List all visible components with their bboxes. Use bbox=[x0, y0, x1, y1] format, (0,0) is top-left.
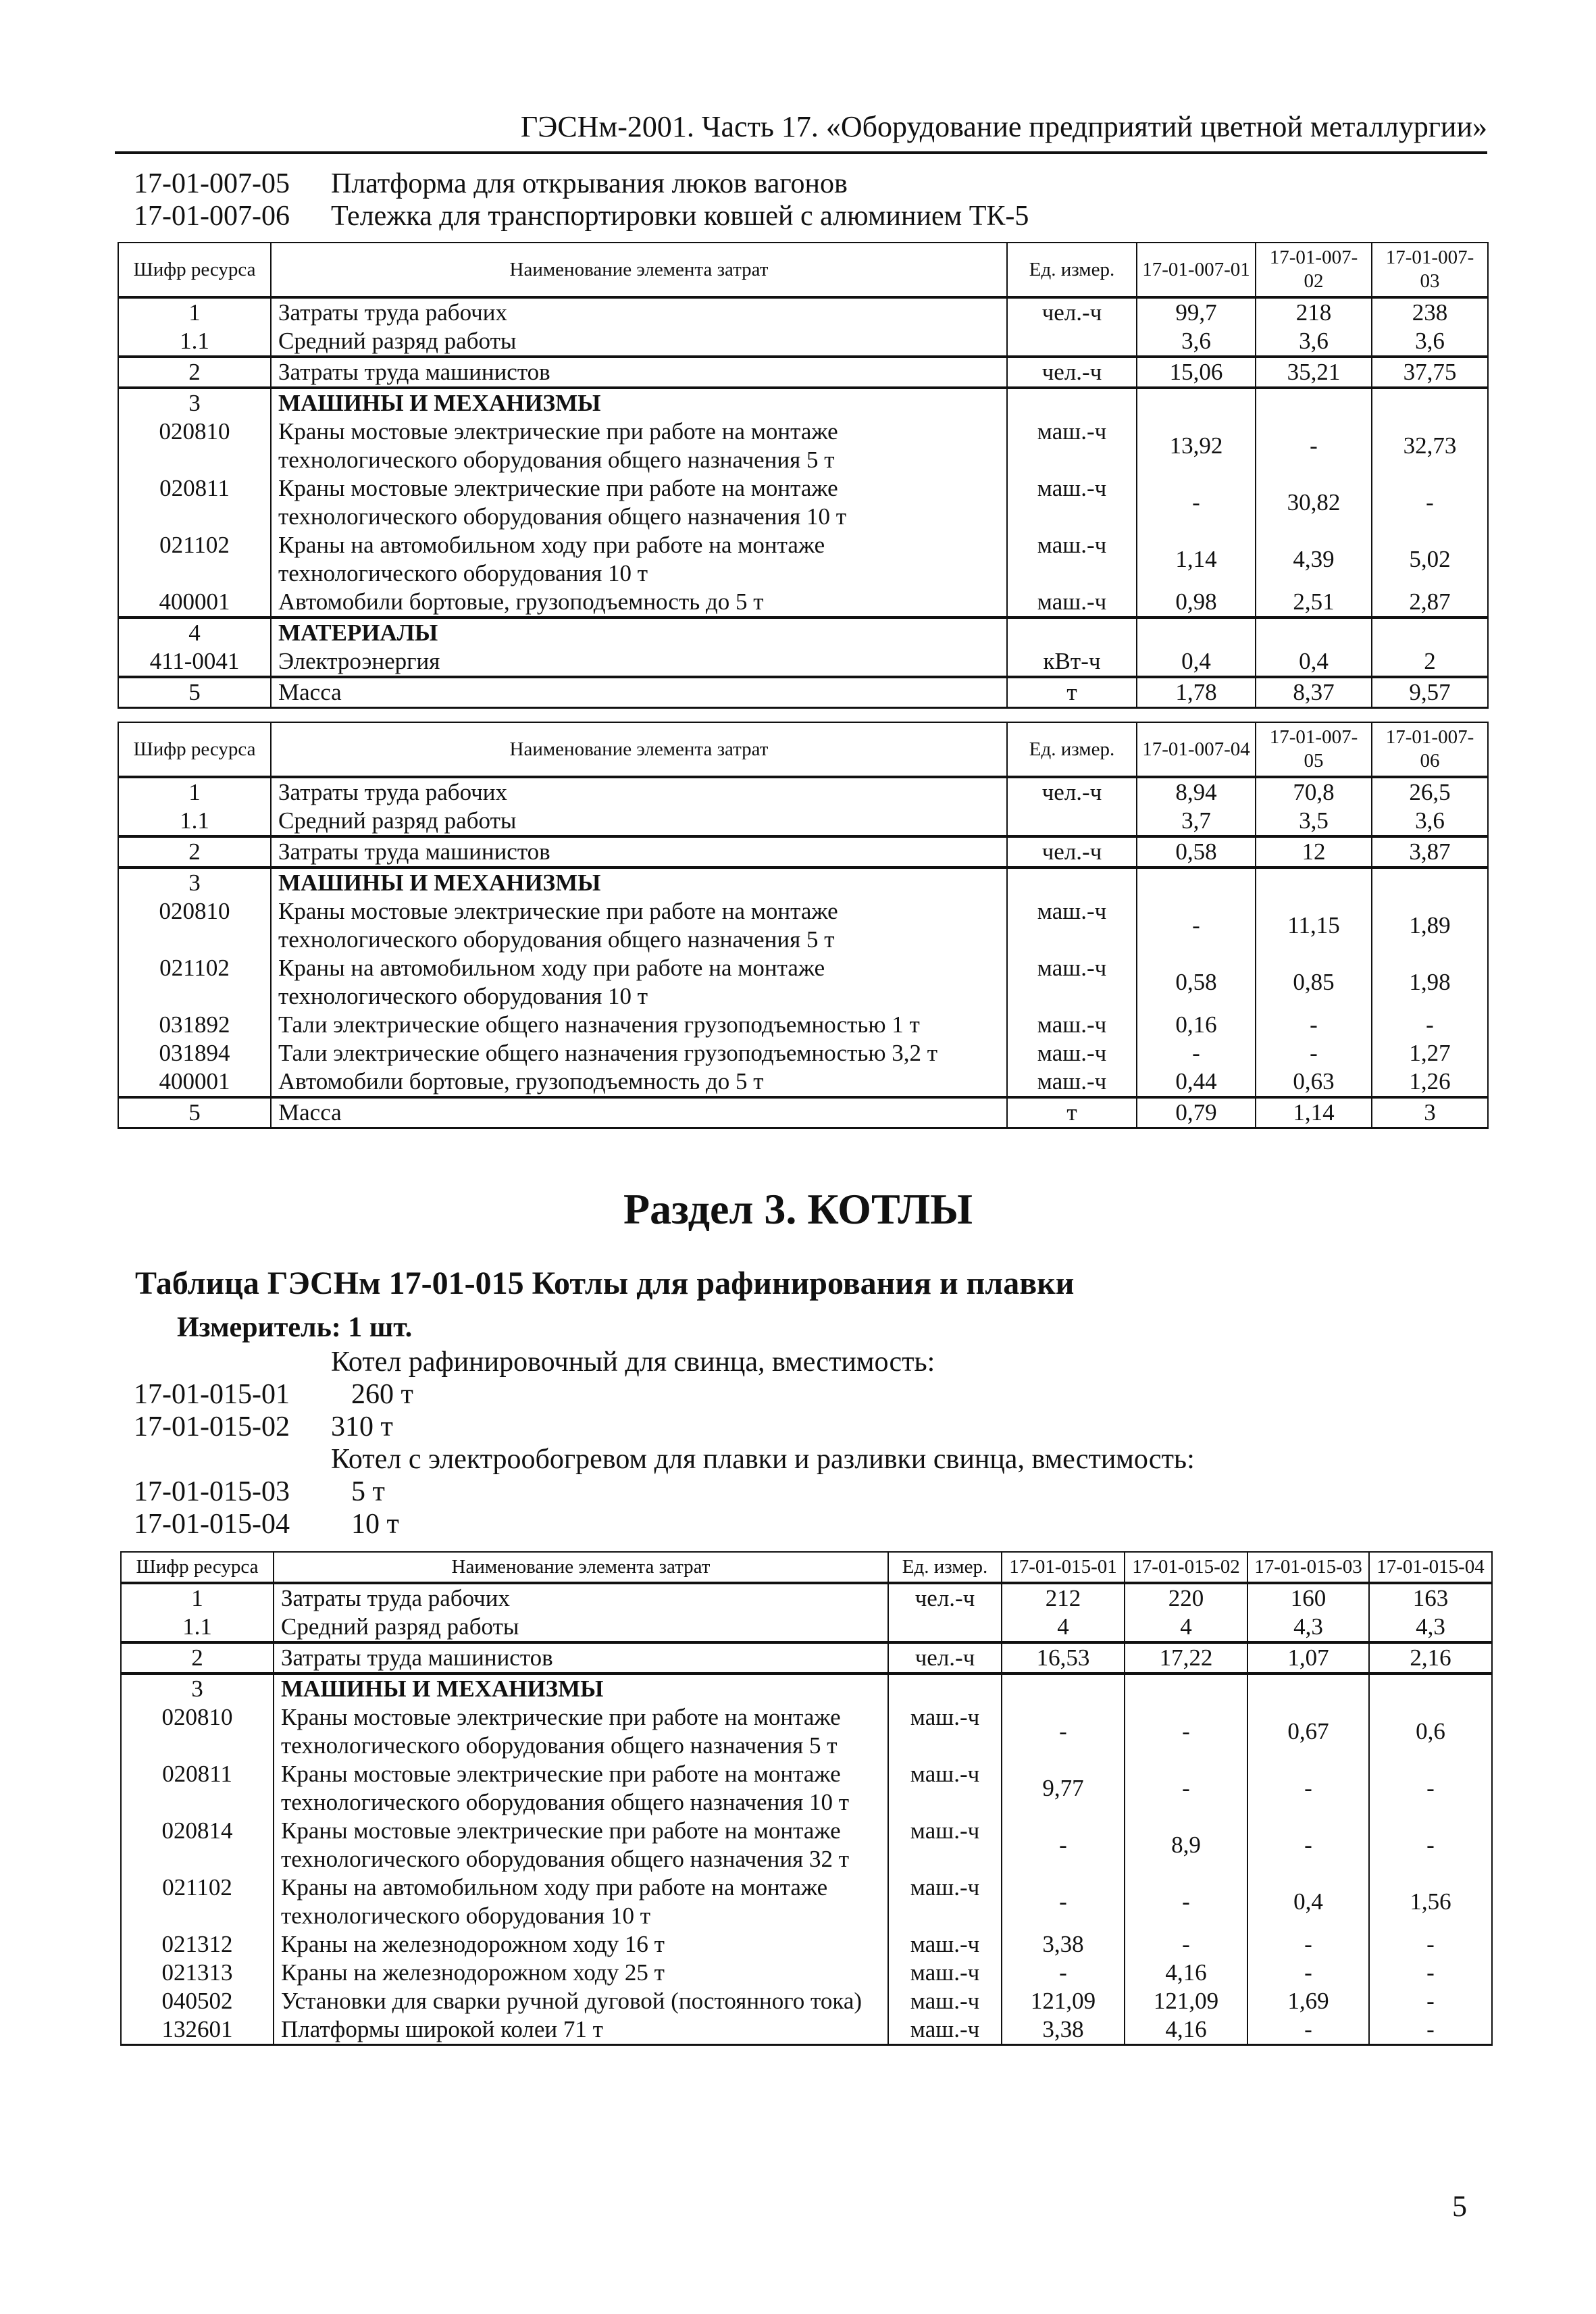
norm-value bbox=[1372, 867, 1488, 897]
norm-value bbox=[1369, 1674, 1492, 1703]
norm-value: - bbox=[1372, 1011, 1488, 1039]
table-row bbox=[121, 1959, 1492, 1987]
resource-name: МАШИНЫ И МЕХАНИЗМЫ bbox=[271, 388, 1007, 418]
table-row bbox=[121, 1642, 1492, 1674]
table-row bbox=[121, 1760, 1492, 1817]
norm-value bbox=[1256, 388, 1372, 418]
resource-code: 021102 bbox=[118, 531, 271, 588]
norm-value: 0,58 bbox=[1137, 954, 1256, 1011]
resource-code: 031894 bbox=[118, 1039, 271, 1067]
norm-value bbox=[1256, 867, 1372, 897]
unit bbox=[1007, 867, 1137, 897]
resource-code: 1.1 bbox=[118, 807, 271, 836]
header-norm-code: 17-01-015-02 bbox=[1125, 1552, 1247, 1583]
header-unit: Ед. измер. bbox=[1007, 722, 1137, 777]
resource-code: 3 bbox=[121, 1674, 274, 1703]
norm-value bbox=[1137, 618, 1256, 647]
table-row bbox=[118, 1097, 1488, 1128]
norm-value: 3,6 bbox=[1137, 327, 1256, 357]
norm-value bbox=[1002, 1674, 1125, 1703]
resource-code: 020810 bbox=[118, 418, 271, 474]
resource-name: Краны на автомобильном ходу при работе на монтаже технологического оборудования 10 т bbox=[274, 1873, 888, 1930]
table-row bbox=[121, 1583, 1492, 1613]
unit bbox=[1007, 388, 1137, 418]
norm-value: - bbox=[1247, 1760, 1369, 1817]
norm-value: 5,02 bbox=[1372, 531, 1488, 588]
unit: маш.-ч bbox=[888, 1959, 1002, 1987]
norm-value: 4,39 bbox=[1256, 531, 1372, 588]
unit: маш.-ч bbox=[888, 1817, 1002, 1873]
description: Котел рафинировочный для свинца, вместимость: bbox=[331, 1347, 935, 1378]
table-row bbox=[118, 588, 1488, 618]
norm-value: - bbox=[1002, 1703, 1125, 1760]
table-row bbox=[118, 677, 1488, 708]
header-unit: Ед. измер. bbox=[1007, 243, 1137, 297]
code: 17-01-007-05 bbox=[134, 168, 290, 199]
resource-name: Краны на автомобильном ходу при работе на монтаже технологического оборудования 10 т bbox=[271, 954, 1007, 1011]
norm-value: 0,85 bbox=[1256, 954, 1372, 1011]
header-norm-code: 17-01-015-01 bbox=[1002, 1552, 1125, 1583]
norm-value: 0,44 bbox=[1137, 1067, 1256, 1097]
header-norm-code: 17-01-015-03 bbox=[1247, 1552, 1369, 1583]
table-row bbox=[118, 777, 1488, 807]
norm-value: 218 bbox=[1256, 297, 1372, 327]
table-header-row bbox=[118, 722, 1488, 777]
resource-table-2 bbox=[118, 722, 1489, 1129]
norm-value bbox=[1137, 388, 1256, 418]
header-code: Шифр ресурса bbox=[121, 1552, 274, 1583]
table-row bbox=[118, 1067, 1488, 1097]
table-header-row bbox=[121, 1552, 1492, 1583]
resource-code: 3 bbox=[118, 867, 271, 897]
resource-name: Тали электрические общего назначения грузоподъемностью 1 т bbox=[271, 1011, 1007, 1039]
norm-value bbox=[1372, 388, 1488, 418]
unit: т bbox=[1007, 677, 1137, 708]
resource-name: Электроэнергия bbox=[271, 647, 1007, 677]
norm-value: 121,09 bbox=[1125, 1987, 1247, 2015]
norm-value: 2,51 bbox=[1256, 588, 1372, 618]
norm-value: 238 bbox=[1372, 297, 1488, 327]
norm-value: 0,16 bbox=[1137, 1011, 1256, 1039]
norm-value: - bbox=[1369, 1959, 1492, 1987]
norm-value: - bbox=[1247, 1817, 1369, 1873]
resource-code: 400001 bbox=[118, 1067, 271, 1097]
table-row bbox=[121, 1674, 1492, 1703]
resource-code: 1 bbox=[118, 297, 271, 327]
resource-name: Платформы широкой колеи 71 т bbox=[274, 2015, 888, 2045]
resource-code: 020811 bbox=[121, 1760, 274, 1817]
norm-value: 9,77 bbox=[1002, 1760, 1125, 1817]
norm-value: - bbox=[1137, 1039, 1256, 1067]
norm-value: 16,53 bbox=[1002, 1642, 1125, 1674]
norm-value: - bbox=[1256, 1039, 1372, 1067]
norm-value: 4,16 bbox=[1125, 1959, 1247, 1987]
resource-code: 3 bbox=[118, 388, 271, 418]
code: 17-01-015-04 bbox=[134, 1509, 290, 1540]
norm-value: 3,5 bbox=[1256, 807, 1372, 836]
resource-code: 021312 bbox=[121, 1930, 274, 1959]
resource-code: 020810 bbox=[121, 1703, 274, 1760]
table-row bbox=[118, 807, 1488, 836]
resource-code: 040502 bbox=[121, 1987, 274, 2015]
header-code: Шифр ресурса bbox=[118, 243, 271, 297]
code-text: 5 т bbox=[351, 1476, 385, 1507]
unit: чел.-ч bbox=[1007, 297, 1137, 327]
resource-name: МАШИНЫ И МЕХАНИЗМЫ bbox=[274, 1674, 888, 1703]
norm-value: - bbox=[1002, 1873, 1125, 1930]
table-row bbox=[118, 418, 1488, 474]
resource-table-3 bbox=[120, 1551, 1493, 2046]
resource-name: Затраты труда машинистов bbox=[274, 1642, 888, 1674]
code: 17-01-015-01 bbox=[134, 1379, 290, 1410]
resource-name: Краны на автомобильном ходу при работе на монтаже технологического оборудования 10 т bbox=[271, 531, 1007, 588]
resource-code: 1 bbox=[121, 1583, 274, 1613]
norm-value: 163 bbox=[1369, 1583, 1492, 1613]
unit: чел.-ч bbox=[1007, 777, 1137, 807]
norm-value: 8,9 bbox=[1125, 1817, 1247, 1873]
norm-value: 13,92 bbox=[1137, 418, 1256, 474]
unit bbox=[1007, 807, 1137, 836]
page-header: ГЭСНм-2001. Часть 17. «Оборудование предприятий цветной металлургии» bbox=[115, 107, 1487, 154]
norm-value: - bbox=[1137, 474, 1256, 531]
norm-value: - bbox=[1369, 1930, 1492, 1959]
norm-value: 4 bbox=[1125, 1613, 1247, 1642]
resource-code: 020811 bbox=[118, 474, 271, 531]
norm-value bbox=[1137, 867, 1256, 897]
table-row bbox=[118, 1039, 1488, 1067]
table-row bbox=[118, 297, 1488, 327]
norm-value: 11,15 bbox=[1256, 897, 1372, 954]
norm-value: 70,8 bbox=[1256, 777, 1372, 807]
resource-code: 1 bbox=[118, 777, 271, 807]
code-line bbox=[134, 200, 1029, 232]
norm-value: 0,58 bbox=[1137, 836, 1256, 867]
norm-value: 1,14 bbox=[1137, 531, 1256, 588]
norm-value: - bbox=[1137, 897, 1256, 954]
resource-code: 021102 bbox=[121, 1873, 274, 1930]
norm-value: - bbox=[1125, 1703, 1247, 1760]
resource-code: 021102 bbox=[118, 954, 271, 1011]
unit: маш.-ч bbox=[888, 1987, 1002, 2015]
unit bbox=[888, 1674, 1002, 1703]
norm-value: 1,14 bbox=[1256, 1097, 1372, 1128]
resource-name: Затраты труда рабочих bbox=[271, 297, 1007, 327]
header-norm-code: 17-01-007-03 bbox=[1372, 243, 1488, 297]
unit: чел.-ч bbox=[1007, 357, 1137, 388]
norm-value: 2 bbox=[1372, 647, 1488, 677]
unit: маш.-ч bbox=[1007, 418, 1137, 474]
norm-value: 1,27 bbox=[1372, 1039, 1488, 1067]
unit: чел.-ч bbox=[888, 1583, 1002, 1613]
header-code: Шифр ресурса bbox=[118, 722, 271, 777]
norm-value: 1,89 bbox=[1372, 897, 1488, 954]
table-row bbox=[118, 647, 1488, 677]
resource-code: 020814 bbox=[121, 1817, 274, 1873]
resource-code: 400001 bbox=[118, 588, 271, 618]
norm-value: - bbox=[1247, 1959, 1369, 1987]
norm-value: 37,75 bbox=[1372, 357, 1488, 388]
header-name: Наименование элемента затрат bbox=[271, 722, 1007, 777]
page-number: 5 bbox=[1452, 2190, 1467, 2223]
table-row bbox=[118, 897, 1488, 954]
resource-name: Краны мостовые электрические при работе на монтаже технологического оборудования общего назначения 5 т bbox=[274, 1703, 888, 1760]
norm-value: - bbox=[1125, 1873, 1247, 1930]
norm-value: 12 bbox=[1256, 836, 1372, 867]
header-name: Наименование элемента затрат bbox=[271, 243, 1007, 297]
resource-name: Краны на железнодорожном ходу 16 т bbox=[274, 1930, 888, 1959]
norm-value: 8,37 bbox=[1256, 677, 1372, 708]
norm-value: - bbox=[1256, 418, 1372, 474]
unit: кВт-ч bbox=[1007, 647, 1137, 677]
resource-code: 1.1 bbox=[121, 1613, 274, 1642]
table-row bbox=[118, 474, 1488, 531]
resource-name: МАТЕРИАЛЫ bbox=[271, 618, 1007, 647]
resource-code: 021313 bbox=[121, 1959, 274, 1987]
resource-name: Автомобили бортовые, грузоподъемность до 5 т bbox=[271, 1067, 1007, 1097]
resource-table-1 bbox=[118, 242, 1489, 709]
code-text: Тележка для транспортировки ковшей с алюминием ТК-5 bbox=[331, 201, 1029, 232]
norm-value: 0,4 bbox=[1256, 647, 1372, 677]
table-row bbox=[118, 327, 1488, 357]
norm-value: - bbox=[1002, 1817, 1125, 1873]
norm-value: 0,6 bbox=[1369, 1703, 1492, 1760]
resource-name: Краны на железнодорожном ходу 25 т bbox=[274, 1959, 888, 1987]
norm-value: 3,6 bbox=[1372, 327, 1488, 357]
table-title: Таблица ГЭСНм 17-01-015 Котлы для рафинирования и плавки bbox=[135, 1265, 1075, 1301]
unit: маш.-ч bbox=[1007, 531, 1137, 588]
norm-value: - bbox=[1256, 1011, 1372, 1039]
norm-value: 0,98 bbox=[1137, 588, 1256, 618]
norm-value: - bbox=[1125, 1760, 1247, 1817]
norm-value: 0,67 bbox=[1247, 1703, 1369, 1760]
norm-value: 1,26 bbox=[1372, 1067, 1488, 1097]
table-row bbox=[121, 1613, 1492, 1642]
resource-name: Краны мостовые электрические при работе на монтаже технологического оборудования общего назначения 5 т bbox=[271, 418, 1007, 474]
unit: т bbox=[1007, 1097, 1137, 1128]
norm-value: 8,94 bbox=[1137, 777, 1256, 807]
norm-value: 0,4 bbox=[1247, 1873, 1369, 1930]
resource-name: Затраты труда машинистов bbox=[271, 357, 1007, 388]
resource-name: Краны мостовые электрические при работе на монтаже технологического оборудования общего назначения 32 т bbox=[274, 1817, 888, 1873]
resource-name: Краны мостовые электрические при работе на монтаже технологического оборудования общего назначения 10 т bbox=[274, 1760, 888, 1817]
norm-value: 30,82 bbox=[1256, 474, 1372, 531]
unit bbox=[1007, 618, 1137, 647]
norm-value: 3,7 bbox=[1137, 807, 1256, 836]
code: 17-01-007-06 bbox=[134, 201, 290, 232]
norm-value: 3,38 bbox=[1002, 1930, 1125, 1959]
resource-code: 2 bbox=[118, 836, 271, 867]
resource-code: 1.1 bbox=[118, 327, 271, 357]
norm-value: 4 bbox=[1002, 1613, 1125, 1642]
table-row bbox=[121, 1987, 1492, 2015]
resource-code: 2 bbox=[118, 357, 271, 388]
table-row bbox=[118, 954, 1488, 1011]
code-line bbox=[134, 1411, 393, 1443]
description: Котел с электрообогревом для плавки и разливки свинца, вместимость: bbox=[331, 1444, 1195, 1475]
header-norm-code: 17-01-007-06 bbox=[1372, 722, 1488, 777]
resource-name: МАШИНЫ И МЕХАНИЗМЫ bbox=[271, 867, 1007, 897]
code: 17-01-015-02 bbox=[134, 1411, 290, 1442]
table-row bbox=[118, 618, 1488, 647]
resource-name: Средний разряд работы bbox=[271, 807, 1007, 836]
unit: маш.-ч bbox=[1007, 588, 1137, 618]
code-text: Платформа для открывания люков вагонов bbox=[331, 168, 848, 199]
code-text: 10 т bbox=[351, 1509, 399, 1540]
unit: маш.-ч bbox=[1007, 1067, 1137, 1097]
resource-name: Автомобили бортовые, грузоподъемность до 5 т bbox=[271, 588, 1007, 618]
norm-value: 1,98 bbox=[1372, 954, 1488, 1011]
norm-value: - bbox=[1247, 2015, 1369, 2045]
unit: маш.-ч bbox=[1007, 1039, 1137, 1067]
norm-value: 1,07 bbox=[1247, 1642, 1369, 1674]
unit: маш.-ч bbox=[1007, 1011, 1137, 1039]
table-row bbox=[121, 1817, 1492, 1873]
code-text: 310 т bbox=[331, 1411, 393, 1442]
header-norm-code: 17-01-007-05 bbox=[1256, 722, 1372, 777]
norm-value: 4,3 bbox=[1369, 1613, 1492, 1642]
norm-value: 160 bbox=[1247, 1583, 1369, 1613]
section-title: Раздел 3. КОТЛЫ bbox=[623, 1185, 973, 1233]
unit: чел.-ч bbox=[888, 1642, 1002, 1674]
resource-code: 411-0041 bbox=[118, 647, 271, 677]
resource-code: 4 bbox=[118, 618, 271, 647]
norm-value: 1,69 bbox=[1247, 1987, 1369, 2015]
norm-value: - bbox=[1002, 1959, 1125, 1987]
norm-value bbox=[1125, 1674, 1247, 1703]
unit: чел.-ч bbox=[1007, 836, 1137, 867]
resource-name: Краны мостовые электрические при работе на монтаже технологического оборудования общего назначения 10 т bbox=[271, 474, 1007, 531]
norm-value: 32,73 bbox=[1372, 418, 1488, 474]
header-norm-code: 17-01-007-02 bbox=[1256, 243, 1372, 297]
header-norm-code: 17-01-007-01 bbox=[1137, 243, 1256, 297]
norm-value: - bbox=[1247, 1930, 1369, 1959]
resource-code: 5 bbox=[118, 1097, 271, 1128]
table-row bbox=[121, 2015, 1492, 2045]
resource-name: Масса bbox=[271, 1097, 1007, 1128]
norm-value: 4,16 bbox=[1125, 2015, 1247, 2045]
unit: маш.-ч bbox=[888, 1930, 1002, 1959]
resource-name: Краны мостовые электрические при работе на монтаже технологического оборудования общего назначения 5 т bbox=[271, 897, 1007, 954]
norm-value bbox=[1247, 1674, 1369, 1703]
resource-code: 132601 bbox=[121, 2015, 274, 2045]
norm-value: - bbox=[1369, 1760, 1492, 1817]
code-line bbox=[134, 1508, 399, 1540]
unit: маш.-ч bbox=[1007, 897, 1137, 954]
norm-value: 1,56 bbox=[1369, 1873, 1492, 1930]
norm-value: 35,21 bbox=[1256, 357, 1372, 388]
norm-value: - bbox=[1369, 1987, 1492, 2015]
norm-value: 3 bbox=[1372, 1097, 1488, 1128]
norm-value bbox=[1256, 618, 1372, 647]
norm-value: 212 bbox=[1002, 1583, 1125, 1613]
norm-value: 121,09 bbox=[1002, 1987, 1125, 2015]
norm-value: 220 bbox=[1125, 1583, 1247, 1613]
norm-value: - bbox=[1125, 1930, 1247, 1959]
table-row bbox=[118, 388, 1488, 418]
unit: маш.-ч bbox=[1007, 474, 1137, 531]
table-row bbox=[118, 836, 1488, 867]
norm-value: 4,3 bbox=[1247, 1613, 1369, 1642]
measure-unit: Измеритель: 1 шт. bbox=[177, 1312, 413, 1343]
norm-value: 0,79 bbox=[1137, 1097, 1256, 1128]
unit: маш.-ч bbox=[1007, 954, 1137, 1011]
norm-value: 3,87 bbox=[1372, 836, 1488, 867]
unit: маш.-ч bbox=[888, 2015, 1002, 2045]
norm-value: 0,4 bbox=[1137, 647, 1256, 677]
code: 17-01-015-03 bbox=[134, 1476, 290, 1507]
resource-name: Тали электрические общего назначения грузоподъемностью 3,2 т bbox=[271, 1039, 1007, 1067]
norm-value: - bbox=[1369, 2015, 1492, 2045]
norm-value: 0,63 bbox=[1256, 1067, 1372, 1097]
norm-value: 3,6 bbox=[1372, 807, 1488, 836]
unit: маш.-ч bbox=[888, 1873, 1002, 1930]
table-row bbox=[118, 1011, 1488, 1039]
code-line bbox=[134, 168, 848, 200]
norm-value: 26,5 bbox=[1372, 777, 1488, 807]
table-row bbox=[121, 1930, 1492, 1959]
norm-value bbox=[1372, 618, 1488, 647]
table-row bbox=[118, 357, 1488, 388]
resource-name: Затраты труда рабочих bbox=[271, 777, 1007, 807]
resource-name: Масса bbox=[271, 677, 1007, 708]
table-row bbox=[118, 531, 1488, 588]
resource-name: Средний разряд работы bbox=[274, 1613, 888, 1642]
norm-value: 2,87 bbox=[1372, 588, 1488, 618]
unit bbox=[1007, 327, 1137, 357]
norm-value: 3,6 bbox=[1256, 327, 1372, 357]
code-line bbox=[134, 1476, 385, 1508]
table-row bbox=[121, 1703, 1492, 1760]
unit bbox=[888, 1613, 1002, 1642]
header-norm-code: 17-01-015-04 bbox=[1369, 1552, 1492, 1583]
table-header-row bbox=[118, 243, 1488, 297]
norm-value: 99,7 bbox=[1137, 297, 1256, 327]
header-name: Наименование элемента затрат bbox=[274, 1552, 888, 1583]
resource-code: 5 bbox=[118, 677, 271, 708]
norm-value: - bbox=[1369, 1817, 1492, 1873]
norm-value: 2,16 bbox=[1369, 1642, 1492, 1674]
norm-value: 1,78 bbox=[1137, 677, 1256, 708]
unit: маш.-ч bbox=[888, 1760, 1002, 1817]
norm-value: - bbox=[1372, 474, 1488, 531]
resource-code: 020810 bbox=[118, 897, 271, 954]
norm-value: 17,22 bbox=[1125, 1642, 1247, 1674]
norm-value: 15,06 bbox=[1137, 357, 1256, 388]
code-line bbox=[134, 1378, 413, 1411]
header-unit: Ед. измер. bbox=[888, 1552, 1002, 1583]
resource-code: 031892 bbox=[118, 1011, 271, 1039]
table-row bbox=[118, 867, 1488, 897]
resource-name: Установки для сварки ручной дуговой (постоянного тока) bbox=[274, 1987, 888, 2015]
code-text: 260 т bbox=[351, 1379, 413, 1410]
norm-value: 9,57 bbox=[1372, 677, 1488, 708]
resource-name: Затраты труда рабочих bbox=[274, 1583, 888, 1613]
resource-code: 2 bbox=[121, 1642, 274, 1674]
header-norm-code: 17-01-007-04 bbox=[1137, 722, 1256, 777]
norm-value: 3,38 bbox=[1002, 2015, 1125, 2045]
unit: маш.-ч bbox=[888, 1703, 1002, 1760]
table-row bbox=[121, 1873, 1492, 1930]
resource-name: Средний разряд работы bbox=[271, 327, 1007, 357]
resource-name: Затраты труда машинистов bbox=[271, 836, 1007, 867]
